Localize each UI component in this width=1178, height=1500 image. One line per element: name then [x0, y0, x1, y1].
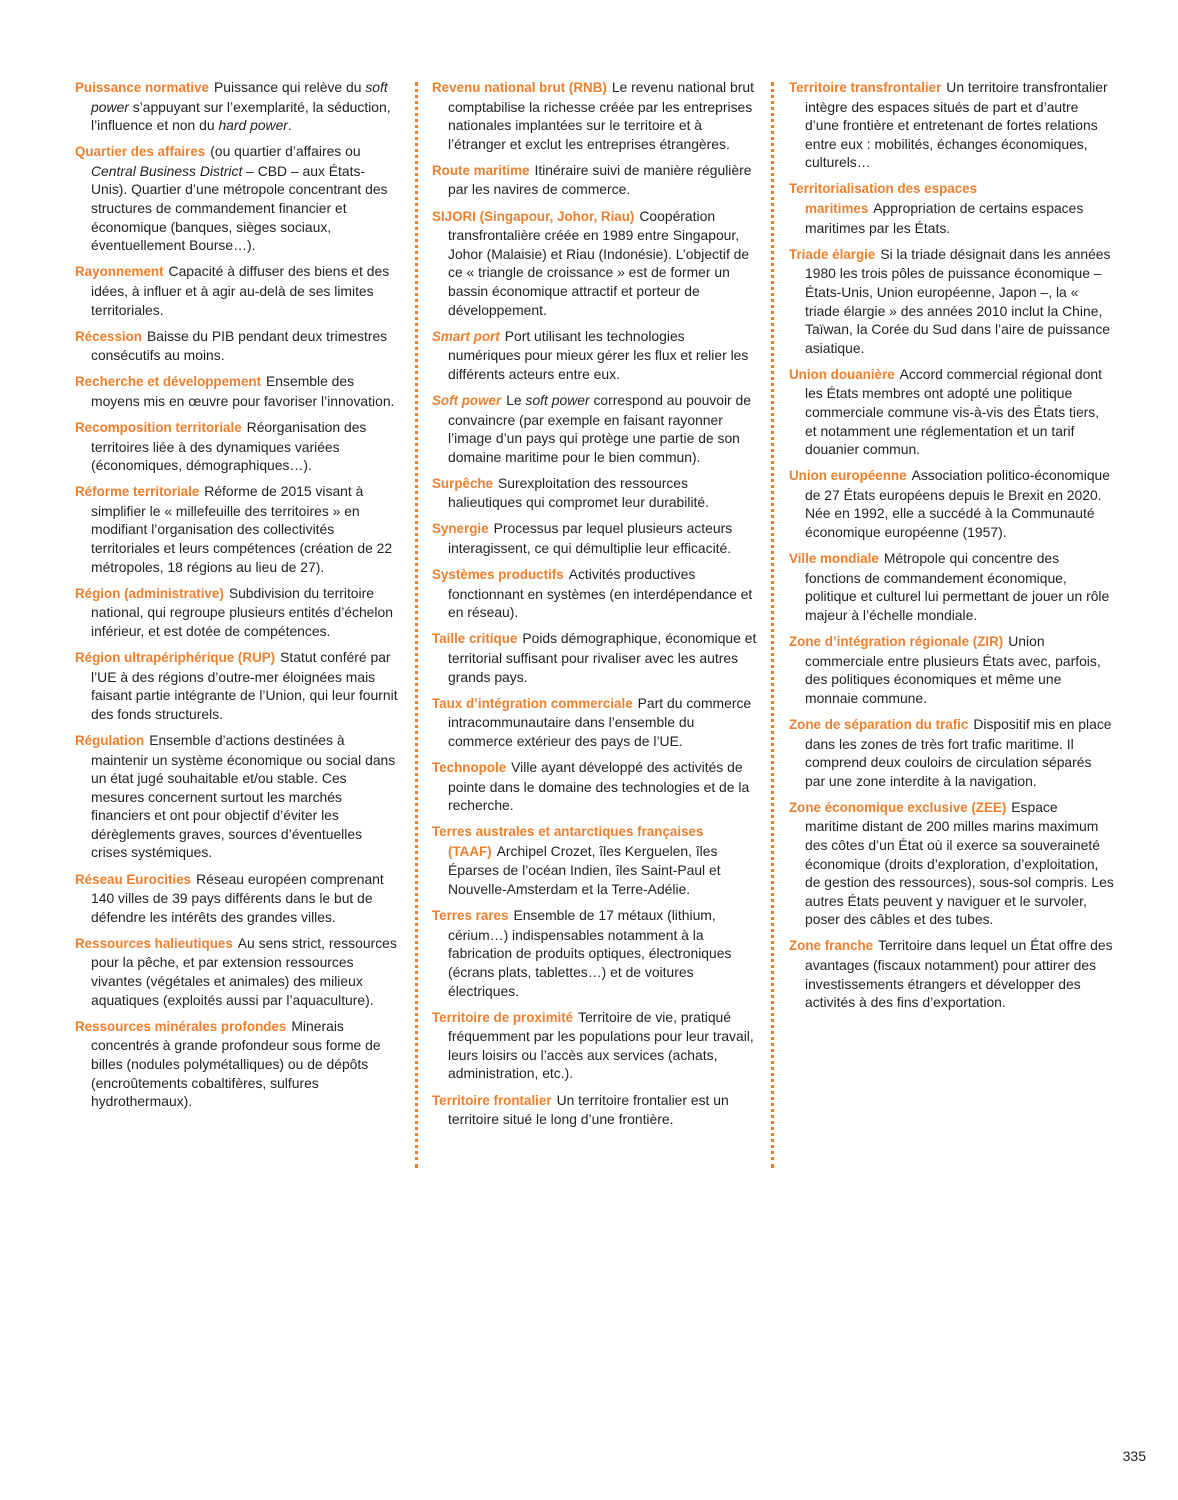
glossary-term: Surpêche	[432, 475, 494, 491]
glossary-definition: Si la triade désignait dans les années 1980 les trois pôles de puissance économique – États-Unis, Union européenne, Japon –, la « triade élargie » des années 2010 inclut la Chine, Taïwan, la Corée du Sud dans l’aire de puissance asiatique.	[805, 245, 1111, 356]
glossary-definition: Ville ayant développé des activités de pointe dans le domaine des technologies et de la recherche.	[448, 759, 750, 814]
glossary-term: Ressources minérales profondes	[75, 1018, 287, 1034]
glossary-term: Région (administrative)	[75, 585, 224, 601]
glossary-entry	[432, 327, 757, 384]
glossary-definition: Territoire de vie, pratiqué fréquemment par les populations pour leur travail, leurs loisirs ou l’accès aux services (achats, administration, etc.).	[448, 1008, 754, 1082]
glossary-definition: Activités productives fonctionnant en systèmes (en interdépendance et en réseau).	[448, 566, 753, 621]
glossary-term: Territoire frontalier	[432, 1092, 552, 1108]
glossary-definition: Ensemble des moyens mis en œuvre pour favoriser l’innovation.	[91, 373, 395, 409]
glossary-entry	[75, 648, 400, 723]
glossary-definition: Baisse du PIB pendant deux trimestres consécutifs au moins.	[91, 327, 388, 364]
glossary-entry	[432, 629, 757, 686]
glossary-definition: Statut conféré par l’UE à des régions d’outre-mer éloignées mais faisant partie intégrante de l’Union, qui leur fournit des fonds structurels.	[91, 649, 398, 722]
glossary-term: Ressources halieutiques	[75, 935, 233, 951]
glossary-definition: Réorganisation des territoires liée à des dynamiques variées (économiques, démographiques…).	[91, 419, 367, 474]
glossary-term: Recomposition territoriale	[75, 420, 242, 435]
glossary-definition: Association politico-économique de 27 États européens depuis le Brexit en 2020. Née en 1992, elle a succédé à la Communauté économique européenne (1957).	[805, 467, 1110, 541]
glossary-term: Quartier des affaires	[75, 144, 206, 160]
glossary-definition: Accord commercial régional dont les États membres ont adopté une politique commerciale commune vis-à-vis des États tiers, et notamment une réglementation et un tarif douanier commun.	[805, 365, 1102, 458]
glossary-term: Terres rares	[432, 908, 509, 924]
glossary-definition: Territoire dans lequel un État offre des avantages (fiscaux notamment) pour attirer des investissements étrangers et développer des activités à des fins d’exportation.	[805, 937, 1113, 1011]
glossary-column-3	[789, 78, 1114, 1019]
glossary-definition: Le soft power correspond au pouvoir de convaincre (par exemple en faisant rayonner l’image d’un pays qui protège une partie de son domaine maritime pour le bien commun).	[448, 391, 751, 465]
glossary-entry	[75, 142, 400, 255]
glossary-definition: Un territoire transfrontalier intègre des espaces situés de part et d’autre d’une frontière et entretenant de fortes relations entre eux : mobilités, échanges économiques, culturels…	[805, 79, 1108, 171]
glossary-term: Puissance normative	[75, 80, 209, 95]
glossary-definition: Réseau européen comprenant 140 villes de 39 pays différents dans le but de défendre les intérêts des grandes villes.	[91, 870, 384, 925]
glossary-definition: Appropriation de certains espaces maritimes par les États.	[805, 200, 1084, 236]
glossary-term: Taux d’intégration commerciale	[432, 695, 633, 711]
glossary-term: Technopole	[432, 760, 507, 775]
dotted-column-separator	[771, 82, 774, 1168]
glossary-entry	[75, 482, 400, 576]
glossary-entry	[75, 731, 400, 862]
glossary-entry	[432, 565, 757, 622]
italic-term: soft power	[525, 391, 590, 408]
glossary-entry	[789, 549, 1114, 624]
glossary-definition: Coopération transfrontalière créée en 1989 entre Singapour, Johor (Malaisie) et Riau (Indonésie). L’objectif de ce « triangle de croissance » est de former un bassin économique attractif et porteur de développement.	[448, 207, 750, 318]
glossary-entry	[75, 262, 400, 319]
glossary-entry	[75, 1017, 400, 1111]
glossary-definition: Minerais concentrés à grande profondeur sous forme de billes (nodules polymétalliques) ou de dépôts (encroûtements cobaltifères, sulfures hydrothermaux).	[91, 1017, 381, 1110]
glossary-definition: Le revenu national brut comptabilise la richesse créée par les entreprises nationales implantées sur le territoire et à l’étranger et exclut les entreprises étrangères.	[448, 79, 754, 152]
glossary-entry	[75, 78, 400, 135]
glossary-term: Triade élargie	[789, 246, 876, 262]
glossary-definition: Un territoire frontalier est un territoire situé le long d’une frontière.	[448, 1091, 729, 1128]
glossary-definition: Réforme de 2015 visant à simplifier le « millefeuille des territoires » en modifiant l’organisation des collectivités territoriales et leurs compétences (création de 22 métropoles, 18 régions au lieu de 27).	[91, 483, 393, 575]
glossary-entry	[75, 584, 400, 641]
glossary-definition: Itinéraire suivi de manière régulière par les navires de commerce.	[448, 161, 752, 198]
glossary-entry	[789, 78, 1114, 172]
glossary-entry	[432, 391, 757, 466]
glossary-entry	[789, 179, 1114, 237]
dotted-column-separator	[415, 82, 418, 1168]
glossary-entry	[432, 474, 757, 512]
glossary-definition: Union commerciale entre plusieurs États avec, parfois, des politiques économiques et même une monnaie commune.	[805, 633, 1101, 706]
italic-term: hard power	[218, 117, 288, 134]
glossary-term: Zone de séparation du trafic	[789, 716, 969, 732]
glossary-term: Route maritime	[432, 162, 530, 178]
glossary-term: Territoire transfrontalier	[789, 80, 942, 95]
glossary-definition: Dispositif mis en place dans les zones de très fort trafic maritime. Il comprend deux couloirs de circulation séparés par une zone interdite à la navigation.	[805, 715, 1112, 789]
glossary-entry	[789, 798, 1114, 929]
glossary-term: Recherche et développement	[75, 374, 262, 390]
glossary-entry	[75, 372, 400, 410]
glossary-entry	[75, 327, 400, 365]
glossary-entry	[789, 365, 1114, 459]
glossary-term: Territoire de proximité	[432, 1009, 574, 1025]
glossary-term: Systèmes productifs	[432, 567, 564, 583]
glossary-entry	[432, 519, 757, 557]
glossary-entry	[789, 245, 1114, 358]
glossary-column-1	[75, 78, 400, 1118]
glossary-definition: Ensemble de 17 métaux (lithium, cérium…) indispensables notamment à la fabrication de produits optiques, électroniques (écrans plats, tablettes…) et de voitures électriques.	[448, 907, 732, 999]
glossary-entry	[432, 906, 757, 1000]
glossary-term: Taille critique	[432, 631, 518, 647]
glossary-entry	[432, 694, 757, 751]
glossary-entry	[789, 632, 1114, 707]
glossary-definition: (ou quartier d’affaires ou Central Business District – CBD – aux États-Unis). Quartier d’une métropole concentrant des structures de commandement financier et économique (banques, sièges sociaux, éventuellement Bourse…).	[91, 143, 388, 254]
glossary-definition: Part du commerce intracommunautaire dans l’ensemble du commerce extérieur des pays de l’UE.	[448, 694, 752, 749]
glossary-entry	[789, 715, 1114, 790]
page-number: 335	[1122, 1448, 1146, 1464]
italic-term: Central Business District	[91, 162, 243, 179]
glossary-entry	[75, 870, 400, 927]
glossary-term: Réforme territoriale	[75, 484, 200, 500]
glossary-entry	[789, 936, 1114, 1011]
glossary-definition: Archipel Crozet, îles Kerguelen, îles Éparses de l’océan Indien, îles Saint-Paul et Nouvelle-Amsterdam et la Terre-Adélie.	[448, 842, 721, 898]
glossary-definition: Poids démographique, économique et territorial suffisant pour rivaliser avec les autres grands pays.	[448, 630, 757, 685]
glossary-entry	[75, 934, 400, 1009]
glossary-entry	[432, 78, 757, 153]
glossary-term: Récession	[75, 328, 142, 344]
glossary-term: Réseau Eurocities	[75, 871, 192, 887]
glossary-term: Territorialisation des espaces maritimes	[789, 181, 978, 217]
glossary-entry	[432, 822, 757, 898]
glossary-term: Smart port	[432, 328, 500, 344]
glossary-term: Union douanière	[789, 366, 895, 382]
glossary-term: Soft power	[432, 392, 502, 408]
glossary-entry	[432, 207, 757, 320]
glossary-entry	[75, 418, 400, 475]
glossary-term: Zone économique exclusive (ZEE)	[789, 799, 1007, 815]
glossary-term: Régulation	[75, 732, 145, 748]
glossary-entry	[432, 1091, 757, 1129]
glossary-definition: Capacité à diffuser des biens et des idées, à influer et à agir au-delà de ses limites territoriales.	[91, 263, 390, 318]
glossary-term: Terres australes et antarctiques françaises (TAAF)	[432, 824, 704, 859]
glossary-definition: Métropole qui concentre des fonctions de commandement économique, politique et culturel lui permettant de jouer un rôle majeur à l’échelle mondiale.	[805, 550, 1110, 623]
glossary-term: Rayonnement	[75, 264, 164, 280]
glossary-term: SIJORI (Singapour, Johor, Riau)	[432, 208, 635, 224]
glossary-term: Zone franche	[789, 938, 874, 954]
glossary-term: Union européenne	[789, 468, 907, 484]
glossary-entry	[432, 1008, 757, 1083]
glossary-entry	[789, 466, 1114, 541]
glossary-term: Ville mondiale	[789, 551, 879, 567]
glossary-entry	[432, 161, 757, 199]
glossary-entry	[432, 758, 757, 815]
glossary-term: Région ultrapériphérique (RUP)	[75, 650, 276, 666]
glossary-term: Synergie	[432, 521, 489, 537]
glossary-term: Zone d’intégration régionale (ZIR)	[789, 634, 1004, 650]
glossary-definition: Surexploitation des ressources halieutiques qui compromet leur durabilité.	[448, 474, 709, 511]
glossary-definition: Espace maritime distant de 200 milles marins maximum des côtes d’un État où il exerce sa souveraineté économique (droits d’exploration, d’exploitation, de gestion des ressources), sous-sol compris. Les autres États peuvent y naviguer et le survoler, poser des câbles et des tubes.	[805, 798, 1114, 928]
glossary-definition: Puissance qui relève du soft power s’appuyant sur l’exemplarité, la séduction, l’influence et non du hard power.	[91, 79, 391, 134]
glossary-term: Revenu national brut (RNB)	[432, 80, 607, 95]
glossary-definition: Ensemble d’actions destinées à maintenir un système économique ou social dans un état jugé souhaitable et/ou stable. Ces mesures concernent surtout les marchés financiers et ont pour objectif d’éviter les dérèglements graves, sources d’éventuelles crises systémiques.	[91, 731, 396, 861]
glossary-definition: Port utilisant les technologies numériques pour mieux gérer les flux et relier les différents acteurs entre eux.	[448, 327, 749, 382]
glossary-definition: Processus par lequel plusieurs acteurs interagissent, ce qui démultiplie leur efficacité.	[448, 520, 733, 557]
glossary-column-2	[432, 78, 757, 1136]
italic-term: soft power	[91, 79, 388, 115]
glossary-definition: Subdivision du territoire national, qui regroupe plusieurs entités d’échelon inférieur, et est dotée de compétences.	[91, 584, 393, 639]
glossary-definition: Au sens strict, ressources pour la pêche, et par extension ressources vivantes (végétales et animales) des milieux aquatiques (exploités aussi par l’aquaculture).	[91, 934, 397, 1008]
